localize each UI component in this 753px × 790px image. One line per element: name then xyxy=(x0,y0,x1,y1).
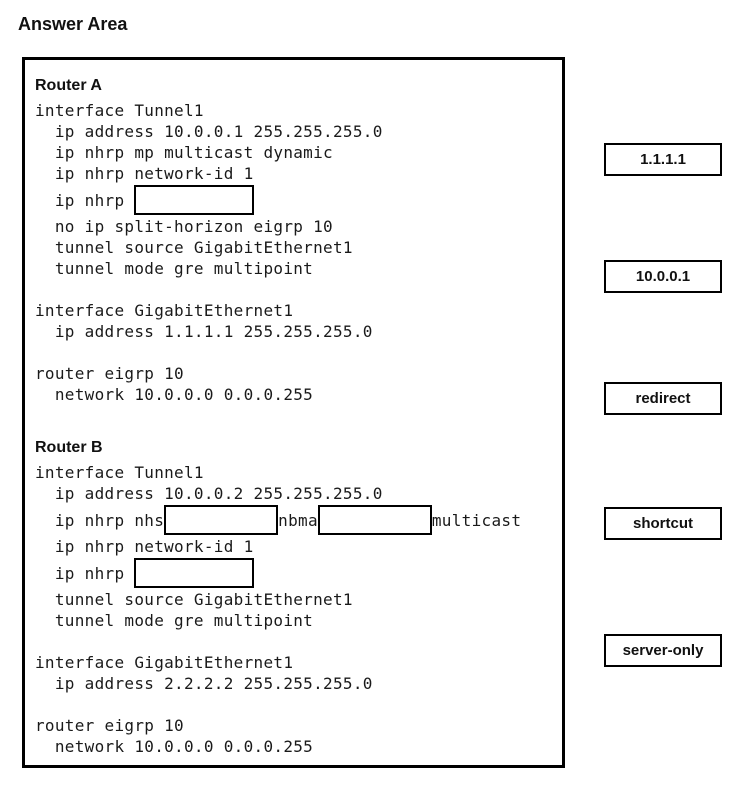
config-line xyxy=(35,631,554,652)
config-line xyxy=(35,142,554,163)
config-text: tunnel source GigabitEthernet1 xyxy=(35,590,353,609)
config-text: interface GigabitEthernet1 xyxy=(35,653,294,672)
config-line xyxy=(35,363,554,384)
config-text: tunnel mode gre multipoint xyxy=(35,611,314,630)
config-text xyxy=(35,279,45,300)
router-b-section xyxy=(35,438,554,757)
config-text: ip nhrp nhs xyxy=(35,510,165,530)
config-text: ip address 1.1.1.1 255.255.255.0 xyxy=(35,322,373,341)
config-text: ip nhrp network-id 1 xyxy=(35,537,254,556)
config-line xyxy=(35,610,554,631)
drop-target-router-b-nhs[interactable] xyxy=(164,505,278,535)
config-text: tunnel source GigabitEthernet1 xyxy=(35,238,353,257)
config-line xyxy=(35,652,554,673)
option-server-only[interactable]: server-only xyxy=(604,634,722,667)
config-text: router eigrp 10 xyxy=(35,364,184,383)
drop-target-router-b-ip-nhrp[interactable] xyxy=(134,558,254,588)
router-a-config xyxy=(35,100,554,426)
config-line xyxy=(35,694,554,715)
config-line xyxy=(35,715,554,736)
config-line xyxy=(35,673,554,694)
config-text: ip address 10.0.0.2 255.255.255.0 xyxy=(35,484,383,503)
config-line xyxy=(35,216,554,237)
drop-target-router-a-ip-nhrp[interactable] xyxy=(134,185,254,215)
config-text xyxy=(35,342,45,363)
drop-target-router-b-nbma[interactable] xyxy=(318,505,432,535)
option-shortcut[interactable]: shortcut xyxy=(604,507,722,540)
config-line xyxy=(35,405,554,426)
option-10-0-0-1[interactable]: 10.0.0.1 xyxy=(604,260,722,293)
config-line xyxy=(35,100,554,121)
config-text: ip nhrp mp multicast dynamic xyxy=(35,143,333,162)
config-text: tunnel mode gre multipoint xyxy=(35,259,314,278)
router-b-heading: Router B xyxy=(35,439,103,456)
config-line xyxy=(35,121,554,142)
config-text xyxy=(35,694,45,715)
config-text: router eigrp 10 xyxy=(35,716,184,735)
config-text: interface Tunnel1 xyxy=(35,463,204,482)
config-line xyxy=(35,483,554,504)
config-text: interface Tunnel1 xyxy=(35,101,204,120)
config-line xyxy=(35,279,554,300)
option-redirect[interactable]: redirect xyxy=(604,382,722,415)
config-text: ip nhrp network-id 1 xyxy=(35,164,254,183)
config-line xyxy=(35,184,554,216)
config-text: nbma xyxy=(278,510,318,530)
config-line xyxy=(35,557,554,589)
router-a-heading: Router A xyxy=(35,77,102,94)
config-line xyxy=(35,736,554,757)
config-line xyxy=(35,462,554,483)
config-text: interface GigabitEthernet1 xyxy=(35,301,294,320)
config-text: no ip split-horizon eigrp 10 xyxy=(35,217,333,236)
config-text: ip address 10.0.0.1 255.255.255.0 xyxy=(35,122,383,141)
config-text: ip nhrp xyxy=(35,190,135,210)
config-line xyxy=(35,258,554,279)
config-text: ip address 2.2.2.2 255.255.255.0 xyxy=(35,674,373,693)
config-line xyxy=(35,237,554,258)
config-line xyxy=(35,321,554,342)
config-line xyxy=(35,300,554,321)
options-column xyxy=(604,0,724,790)
config-line xyxy=(35,536,554,557)
config-text: network 10.0.0.0 0.0.0.255 xyxy=(35,385,314,404)
config-line xyxy=(35,163,554,184)
config-text: multicast xyxy=(431,510,522,530)
config-line xyxy=(35,589,554,610)
config-text: network 10.0.0.0 0.0.0.255 xyxy=(35,737,314,756)
config-line xyxy=(35,342,554,363)
config-line xyxy=(35,384,554,405)
config-text xyxy=(35,631,45,652)
option-1-1-1-1[interactable]: 1.1.1.1 xyxy=(604,143,722,176)
config-line xyxy=(35,504,554,536)
answer-area-box xyxy=(22,57,565,768)
config-text xyxy=(35,405,45,426)
config-text: ip nhrp xyxy=(35,563,135,583)
router-a-section xyxy=(35,76,554,426)
router-b-config xyxy=(35,462,554,757)
page-title: Answer Area xyxy=(18,14,128,34)
